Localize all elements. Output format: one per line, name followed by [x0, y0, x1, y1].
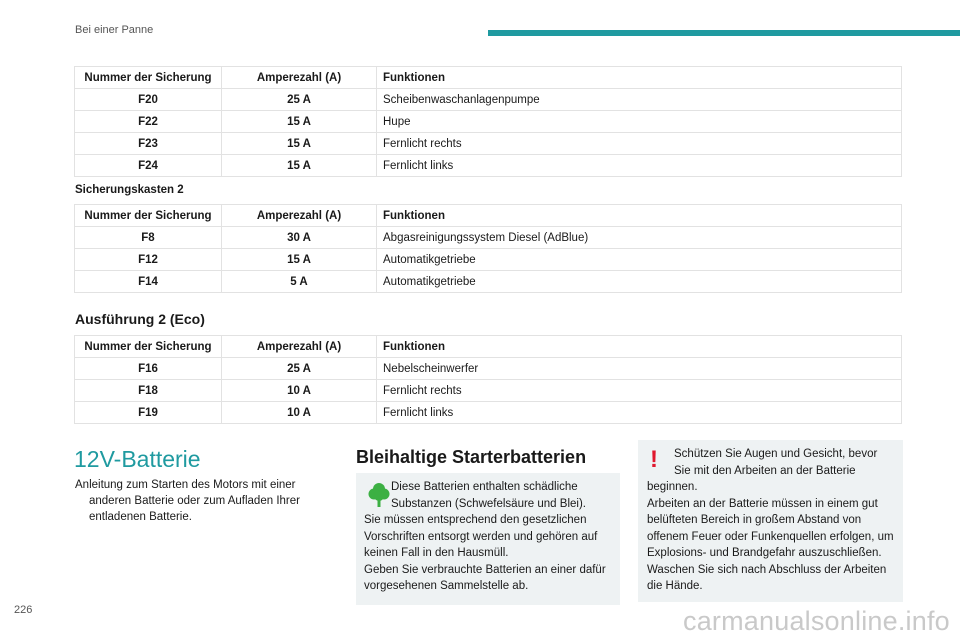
warning-line: die Hände. — [647, 580, 703, 592]
fuse-number: F20 — [75, 89, 222, 111]
fuse-amp: 15 A — [222, 249, 377, 271]
fuse-function: Abgasreinigungssystem Diesel (AdBlue) — [377, 227, 902, 249]
fuse-number: F18 — [75, 380, 222, 402]
table-row — [75, 111, 902, 133]
table-row — [75, 380, 902, 402]
fuse-amp: 30 A — [222, 227, 377, 249]
fuse-amp: 10 A — [222, 380, 377, 402]
col-func-header: Funktionen — [377, 336, 902, 358]
table-row — [75, 89, 902, 111]
fuse-amp: 10 A — [222, 402, 377, 424]
table-header-row — [75, 336, 902, 358]
fuse-amp: 15 A — [222, 155, 377, 177]
col-amp-header: Amperezahl (A) — [222, 67, 377, 89]
warning-line: Explosions- und Brandgefahr auszuschließen. — [647, 547, 882, 559]
warning-line: Waschen Sie sich nach Abschluss der Arbeiten — [647, 563, 887, 576]
fuse-function: Automatikgetriebe — [377, 271, 902, 293]
exclamation-icon: ! — [650, 446, 658, 473]
note-line: Vorschriften entsorgt werden und gehören auf — [364, 530, 598, 543]
fuse-number: F16 — [75, 358, 222, 380]
warning-box — [638, 440, 903, 602]
battery-intro — [75, 477, 315, 525]
col-func-header: Funktionen — [377, 205, 902, 227]
table-header-row — [75, 67, 902, 89]
note-line: Substanzen (Schwefelsäure und Blei). — [391, 497, 586, 510]
tree-icon — [368, 482, 390, 508]
fuse-amp: 15 A — [222, 111, 377, 133]
fuse-function: Nebelscheinwerfer — [377, 358, 902, 380]
fuse-amp: 25 A — [222, 358, 377, 380]
battery-title: 12V-Batterie — [74, 446, 201, 472]
header-accent-bar — [488, 30, 960, 36]
table-header-row — [75, 205, 902, 227]
table-row — [75, 271, 902, 293]
warning-line: Arbeiten an der Batterie müssen in einem gut — [647, 497, 878, 510]
fuse-number: F12 — [75, 249, 222, 271]
fuse-amp: 25 A — [222, 89, 377, 111]
section-heading-eco: Ausführung 2 (Eco) — [75, 311, 205, 327]
fuse-function: Fernlicht rechts — [377, 380, 902, 402]
fuse-number: F19 — [75, 402, 222, 424]
environment-note-box — [356, 473, 620, 605]
col-amp-header: Amperezahl (A) — [222, 205, 377, 227]
note-line: Sie müssen entsprechend den gesetzlichen — [364, 514, 587, 526]
fuse-function: Fernlicht links — [377, 402, 902, 424]
table-row — [75, 358, 902, 380]
watermark: carmanualsonline.info — [683, 606, 950, 636]
fuse-amp: 15 A — [222, 133, 377, 155]
col-number-header: Nummer der Sicherung — [75, 336, 222, 358]
note-line: vorgesehenen Sammelstelle ab. — [364, 580, 529, 592]
table-row — [75, 227, 902, 249]
fuse-number: F8 — [75, 227, 222, 249]
fuse-function: Scheibenwaschanlagenpumpe — [377, 89, 902, 111]
warning-line: offenem Feuer oder Funkenquellen erfolgen, um — [647, 530, 894, 543]
fuse-number: F23 — [75, 133, 222, 155]
table-row — [75, 133, 902, 155]
table-row — [75, 402, 902, 424]
warning-line: Schützen Sie Augen und Gesicht, bevor — [674, 448, 878, 460]
table-row — [75, 249, 902, 271]
subheading-fusebox-2: Sicherungskasten 2 — [75, 184, 184, 196]
fuse-number: F24 — [75, 155, 222, 177]
fuse-number: F14 — [75, 271, 222, 293]
fuse-amp: 5 A — [222, 271, 377, 293]
col-number-header: Nummer der Sicherung — [75, 67, 222, 89]
intro-line: entladenen Batterie. — [89, 511, 192, 523]
note-line: Diese Batterien enthalten schädliche — [391, 481, 578, 493]
lead-battery-title: Bleihaltige Starterbatterien — [356, 447, 587, 467]
warning-line: beginnen. — [647, 481, 698, 493]
fuse-table-3 — [74, 335, 902, 424]
fuse-function: Fernlicht links — [377, 155, 902, 177]
note-line: keinen Fall in den Hausmüll. — [364, 547, 509, 559]
col-func-header: Funktionen — [377, 67, 902, 89]
note-line: Geben Sie verbrauchte Batterien an einer dafür — [364, 563, 606, 576]
warning-line: belüfteten Bereich in großem Abstand von — [647, 514, 862, 526]
table-row — [75, 155, 902, 177]
fuse-function: Automatikgetriebe — [377, 249, 902, 271]
intro-line: anderen Batterie oder zum Aufladen Ihrer — [89, 495, 300, 507]
page-number: 226 — [14, 604, 33, 616]
col-amp-header: Amperezahl (A) — [222, 336, 377, 358]
fuse-function: Hupe — [377, 111, 902, 133]
fuse-function: Fernlicht rechts — [377, 133, 902, 155]
fuse-table-1 — [74, 66, 902, 177]
col-number-header: Nummer der Sicherung — [75, 205, 222, 227]
fuse-table-2 — [74, 204, 902, 293]
fuse-number: F22 — [75, 111, 222, 133]
header-title: Bei einer Panne — [75, 24, 154, 36]
warning-line: Sie mit den Arbeiten an der Batterie — [674, 464, 856, 477]
intro-line: Anleitung zum Starten des Motors mit einer — [75, 479, 296, 491]
